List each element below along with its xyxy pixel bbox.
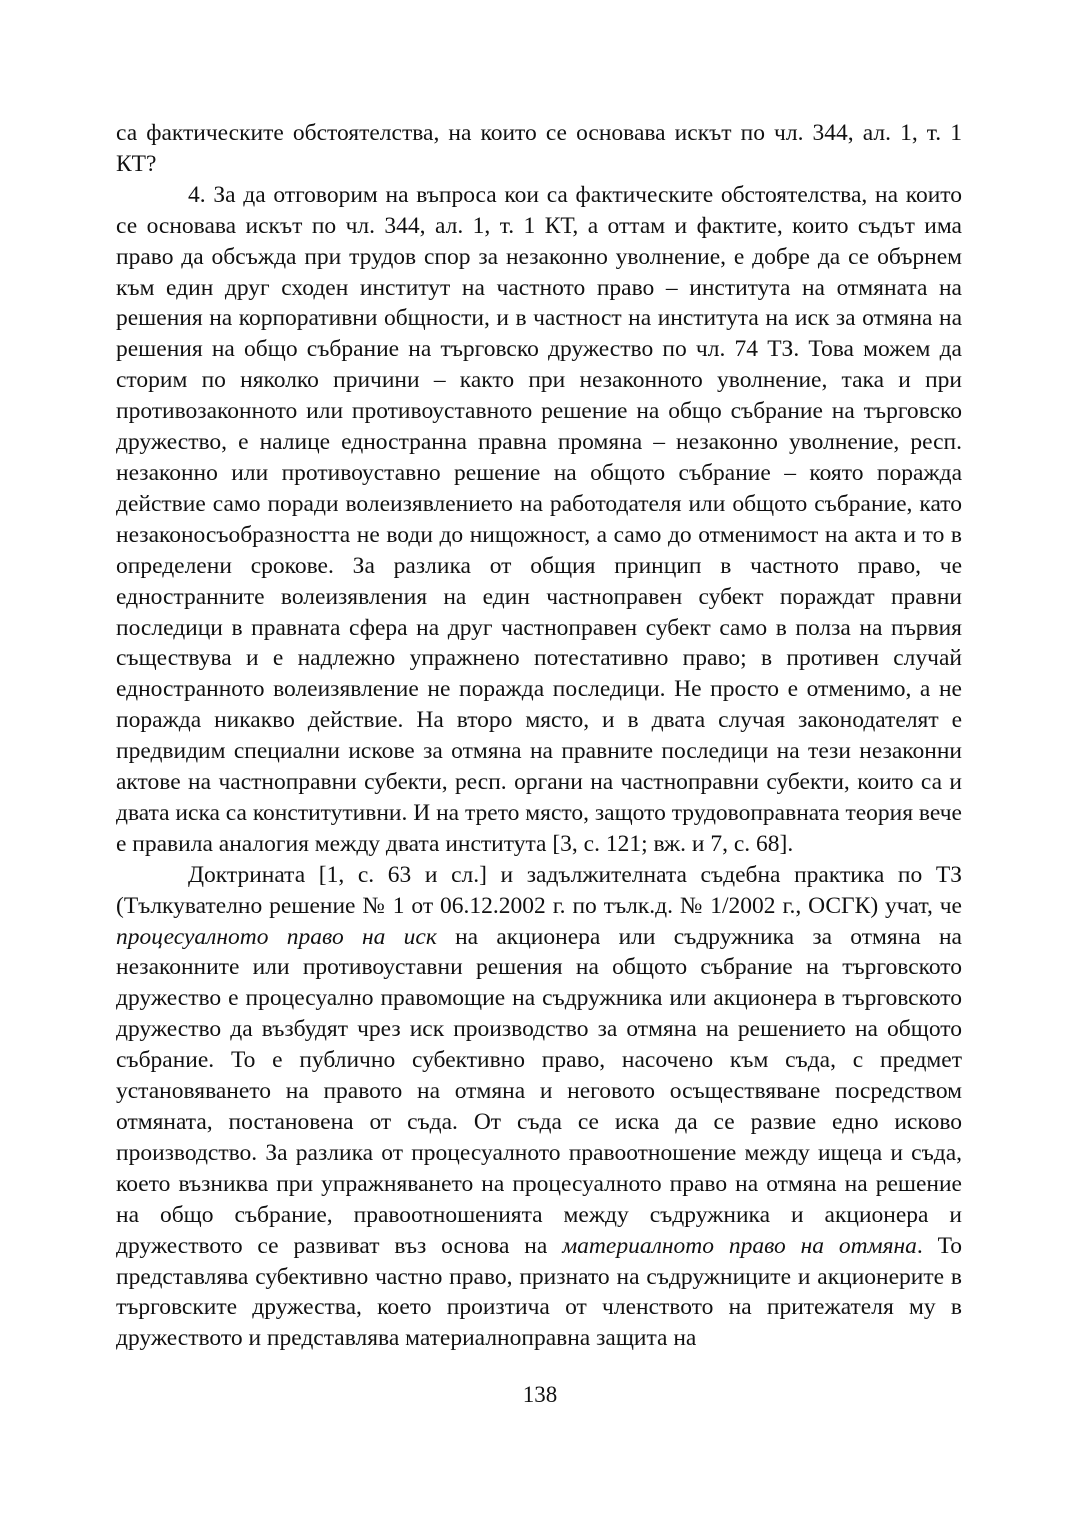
paragraph-1 [116, 118, 962, 180]
paragraph-3 [116, 860, 962, 1355]
paragraph-1-text: са фактическите обстоятелства, на които се основава искът по чл. 344, ал. 1, т. 1 КТ? [116, 120, 962, 177]
paragraph-2-text: 4. За да отговорим на въпроса кои са фактическите обстоятелства, на които се основава искът по чл. 344, ал. 1, т. 1 КТ, а оттам и фактите, които съдът има право да обсъжда при трудов спор за незаконно уволнение, е добре да се обърнем към един друг сходен институт на частното право – института на отмяната на решения на корпоративни общности, и в частност на института на иск за отмяна на решения на общо събрание на търговско дружество по чл. 74 ТЗ. Това можем да сторим по няколко причини – както при незаконното уволнение, така и при противозаконното или противоуставното решение на общо събрание на търговско дружество, е налице едностранна правна промяна – незаконно уволнение, респ. незаконно или противоуставно решение на общото събрание – която поражда действие само поради волеизявлението на работодателя или общото събрание, като незаконосъобразността не води до нищожност, а само до отменимост на акта и то в определени срокове. За разлика от общия принцип в частното право, че едностранните волеизявления на един частноправен субект пораждат правни последици в правната сфера на друг частноправен субект само в полза на първия съществува и е надлежно упражнено потестативно право; в противен случай едностранното волеизявление не поражда последици. Не просто е отменимо, а не поражда никакво действие. На второ място, и в двата случая законодателят е предвидим специални искове за отмяна на правните последици на тези незаконни актове на частноправни субекти, респ. органи на частноправни субекти, които са и двата иска са конститутивни. И на трето място, защото трудовоправната теория вече е правила аналогия между двата института [3, с. 121; вж. и 7, с. 68]. [116, 181, 962, 857]
paragraph-3-text-c: . То представлява субективно частно право, признато на съдружниците и акционерите в търговските дружества, което произтича от членството на притежателя му в дружеството и представлява материалноправна защита на [116, 1232, 963, 1352]
paragraph-3-text-a: Доктрината [1, с. 63 и сл.] и задължителната съдебна практика по ТЗ (Тълкувателно решение № 1 от 06.12.2002 г. по тълк.д. № 1/2002 г., ОСГК) учат, че [116, 861, 962, 919]
paragraph-3-italic-procedural-right: процесуалното право на иск [116, 923, 437, 950]
paragraph-2 [116, 180, 962, 860]
paragraph-3-text-b: на акционера или съдружника за отмяна на незаконните или противоуставни решения на общото събрание на търговското дружество е процесуално правомощие на съдружника или акционера в търговското дружество да възбудят чрез иск производство за отмяна на решението на общото събрание. То е публично субективно право, насочено към съда, с предмет установяването на правото на отмяна и неговото осъществяване посредством отмяната, постановена от съда. От съда се иска да се развие едно исково производство. За разлика от процесуалното правоотношение между ищеца и съда, което възниква при упражняването на процесуалното право на отмяна на решение на общо събрание, правоотношенията между съдружника и акционера и дружеството се развиват въз основа на [116, 923, 962, 1259]
body-text [116, 118, 962, 1354]
paragraph-3-italic-material-right: материалното право на отмяна [562, 1232, 917, 1259]
page-number: 138 [522, 1382, 558, 1407]
